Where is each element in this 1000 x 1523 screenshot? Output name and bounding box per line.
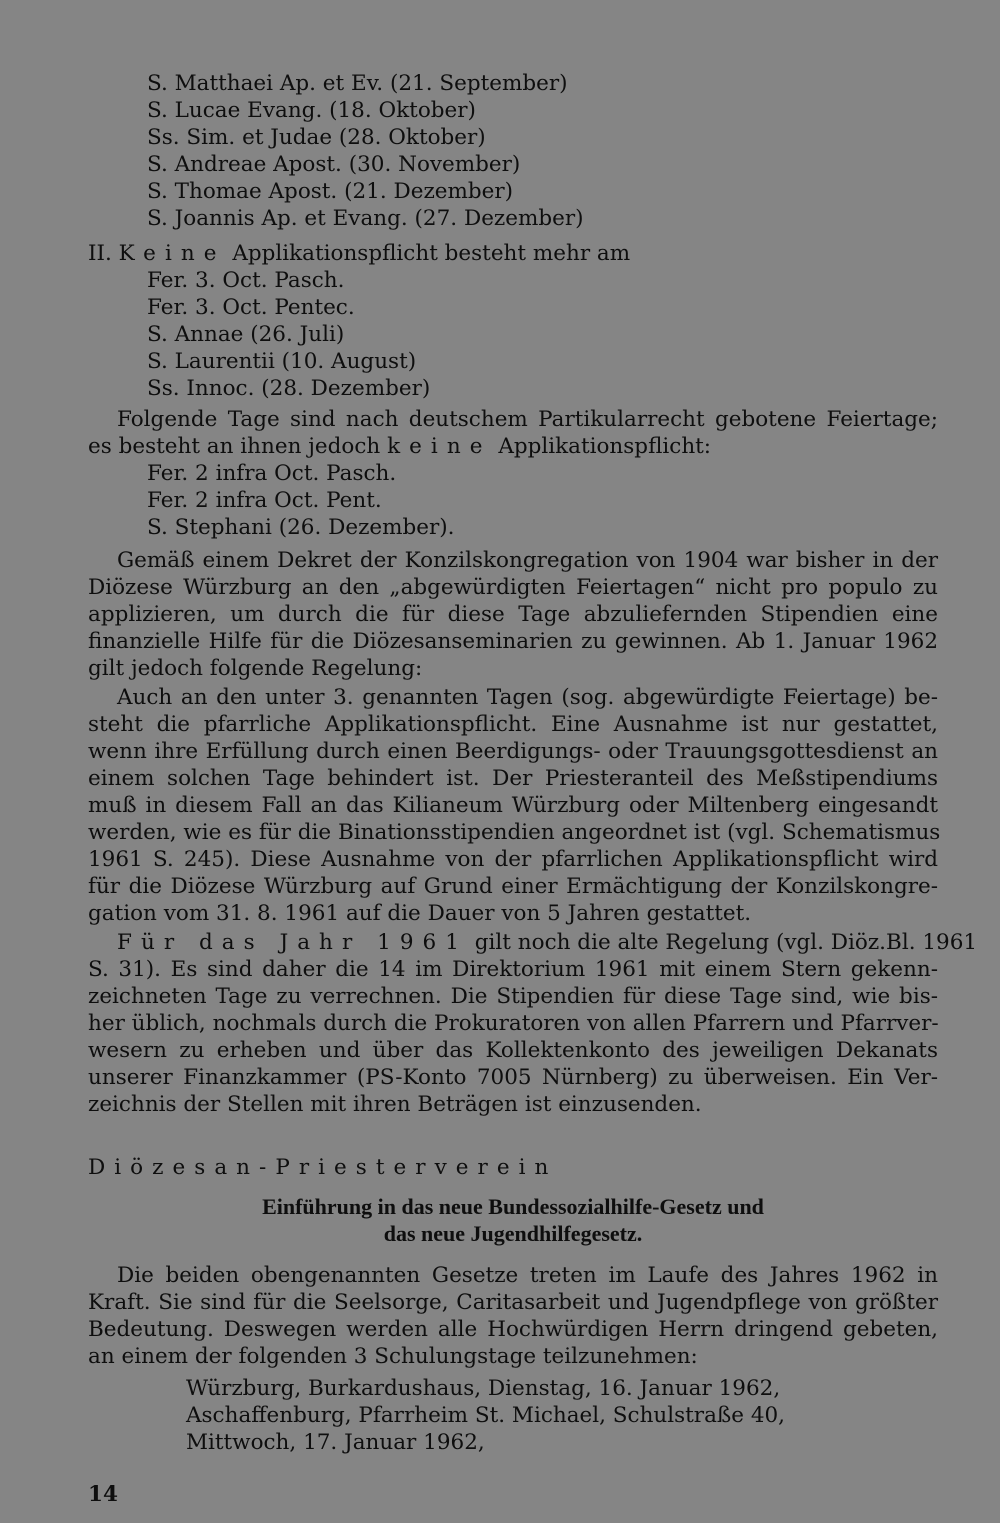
partikular-text: Applikationspflicht: bbox=[498, 434, 712, 459]
paragraph-line: unserer Finanzkammer (PS-Konto 7005 Nürnberg) zu überweisen. Ein Ver- bbox=[88, 1065, 938, 1090]
paragraph-line: steht die pfarrliche Applikationspflicht. Eine Ausnahme ist nur gestattet, bbox=[88, 712, 938, 737]
event-date-line: Aschaffenburg, Pfarrheim St. Michael, Schulstraße 40, bbox=[186, 1403, 786, 1428]
feast-list-item: S. Joannis Ap. et Evang. (27. Dezember) bbox=[147, 206, 584, 231]
paragraph-line: Diözese Würzburg an den „abgewürdigten Feiertagen“ nicht pro populo zu bbox=[88, 575, 938, 600]
paragraph-line: Gemäß einem Dekret der Konzilskongregation von 1904 war bisher in der bbox=[117, 548, 938, 573]
article-title-line: Einführung in das neue Bundessozialhilfe-Gesetz und bbox=[262, 1194, 764, 1219]
paragraph-line: muß in diesem Fall an das Kilianeum Würzburg oder Miltenberg eingesandt bbox=[88, 793, 938, 818]
feast-list-item: S. Andreae Apost. (30. November) bbox=[147, 152, 521, 177]
paragraph-line: werden, wie es für die Binationsstipendien angeordnet ist (vgl. Schematismus bbox=[88, 820, 941, 845]
partikular-text: es besteht an ihnen jedoch bbox=[88, 434, 381, 459]
paragraph-line: einem solchen Tage behindert ist. Der Priesteranteil des Meßstipendiums bbox=[88, 766, 938, 791]
feast-list-item: Fer. 2 infra Oct. Pasch. bbox=[147, 461, 397, 486]
paragraph-line: an einem der folgenden 3 Schulungstage teilzunehmen: bbox=[88, 1344, 698, 1369]
paragraph-line: wesern zu erheben und über das Kollektenkonto des jeweiligen Dekanats bbox=[88, 1038, 938, 1063]
feast-list-item: S. Annae (26. Juli) bbox=[147, 322, 345, 347]
paragraph-line: Kraft. Sie sind für die Seelsorge, Caritasarbeit und Jugendpflege von größter bbox=[88, 1290, 938, 1315]
feast-list-item: Fer. 2 infra Oct. Pent. bbox=[147, 488, 382, 513]
partikular-line: Folgende Tage sind nach deutschem Partikularrecht gebotene Feiertage; bbox=[117, 407, 938, 432]
feast-list-item: Fer. 3. Oct. Pentec. bbox=[147, 295, 355, 320]
paragraph-line bbox=[117, 929, 978, 956]
paragraph-line: finanzielle Hilfe für die Diözesanseminarien zu gewinnen. Ab 1. Januar 1962 bbox=[88, 629, 938, 654]
page-number: 14 bbox=[88, 1482, 118, 1507]
paragraph-line: wenn ihre Erfüllung durch einen Beerdigungs- oder Trauungsgottesdienst an bbox=[88, 739, 938, 764]
paragraph-line: her üblich, nochmals durch die Prokuratoren von allen Pfarrern und Pfarrver- bbox=[88, 1011, 939, 1036]
partikular-line bbox=[88, 433, 711, 460]
paragraph-line: applizieren, um durch die für diese Tage abzuliefernden Stipendien eine bbox=[88, 602, 938, 627]
paragraph-line: für die Diözese Würzburg auf Grund einer Ermächtigung der Konzilskongre- bbox=[88, 874, 938, 899]
feast-list-item: Ss. Innoc. (28. Dezember) bbox=[147, 376, 431, 401]
event-date-line: Würzburg, Burkardushaus, Dienstag, 16. Januar 1962, bbox=[186, 1376, 781, 1401]
paragraph-line: gilt jedoch folgende Regelung: bbox=[88, 656, 423, 681]
feast-list-item: S. Laurentii (10. August) bbox=[147, 349, 417, 374]
section-two-heading bbox=[88, 240, 630, 267]
article-title-line: das neue Jugendhilfegesetz. bbox=[383, 1221, 643, 1246]
feast-list-item: S. Matthaei Ap. et Ev. (21. September) bbox=[147, 71, 568, 96]
section-heading: Diözesan-Priesterverein bbox=[88, 1155, 558, 1180]
paragraph-line: zeichnis der Stellen mit ihren Beträgen ist einzusenden. bbox=[88, 1092, 702, 1117]
paragraph-text: gilt noch die alte Regelung (vgl. Diöz.Bl. 1961 bbox=[474, 930, 978, 955]
section-two-rest: Applikationspflicht besteht mehr am bbox=[232, 241, 631, 266]
paragraph-line: zeichneten Tage zu verrechnen. Die Stipendien für diese Tage sind, wie bis- bbox=[88, 984, 938, 1009]
paragraph-line: S. 31). Es sind daher die 14 im Direktorium 1961 mit einem Stern gekenn- bbox=[88, 957, 938, 982]
paragraph-line: Bedeutung. Deswegen werden alle Hochwürdigen Herrn dringend gebeten, bbox=[88, 1317, 938, 1342]
feast-list-item: S. Lucae Evang. (18. Oktober) bbox=[147, 98, 476, 123]
paragraph-line: gation vom 31. 8. 1961 auf die Dauer von 5 Jahren gestattet. bbox=[88, 901, 752, 926]
event-date-line: Mittwoch, 17. Januar 1962, bbox=[186, 1430, 485, 1455]
feast-list-item: Fer. 3. Oct. Pasch. bbox=[147, 268, 345, 293]
feast-list-item: S. Thomae Apost. (21. Dezember) bbox=[147, 179, 514, 204]
feast-list-item: S. Stephani (26. Dezember). bbox=[147, 515, 455, 540]
section-two-spaced: Keine bbox=[118, 241, 226, 266]
paragraph-line: 1961 S. 245). Diese Ausnahme von der pfarrlichen Applikationspflicht wird bbox=[88, 847, 938, 872]
year-spaced: Für das Jahr 1961 bbox=[117, 930, 468, 955]
partikular-spaced: keine bbox=[387, 434, 492, 459]
paragraph-line: Auch an den unter 3. genannten Tagen (sog. abgewürdigte Feiertage) be- bbox=[117, 685, 938, 710]
feast-list-item: Ss. Sim. et Judae (28. Oktober) bbox=[147, 125, 486, 150]
paragraph-line: Die beiden obengenannten Gesetze treten im Laufe des Jahres 1962 in bbox=[117, 1263, 938, 1288]
section-two-prefix: II. bbox=[88, 241, 112, 266]
